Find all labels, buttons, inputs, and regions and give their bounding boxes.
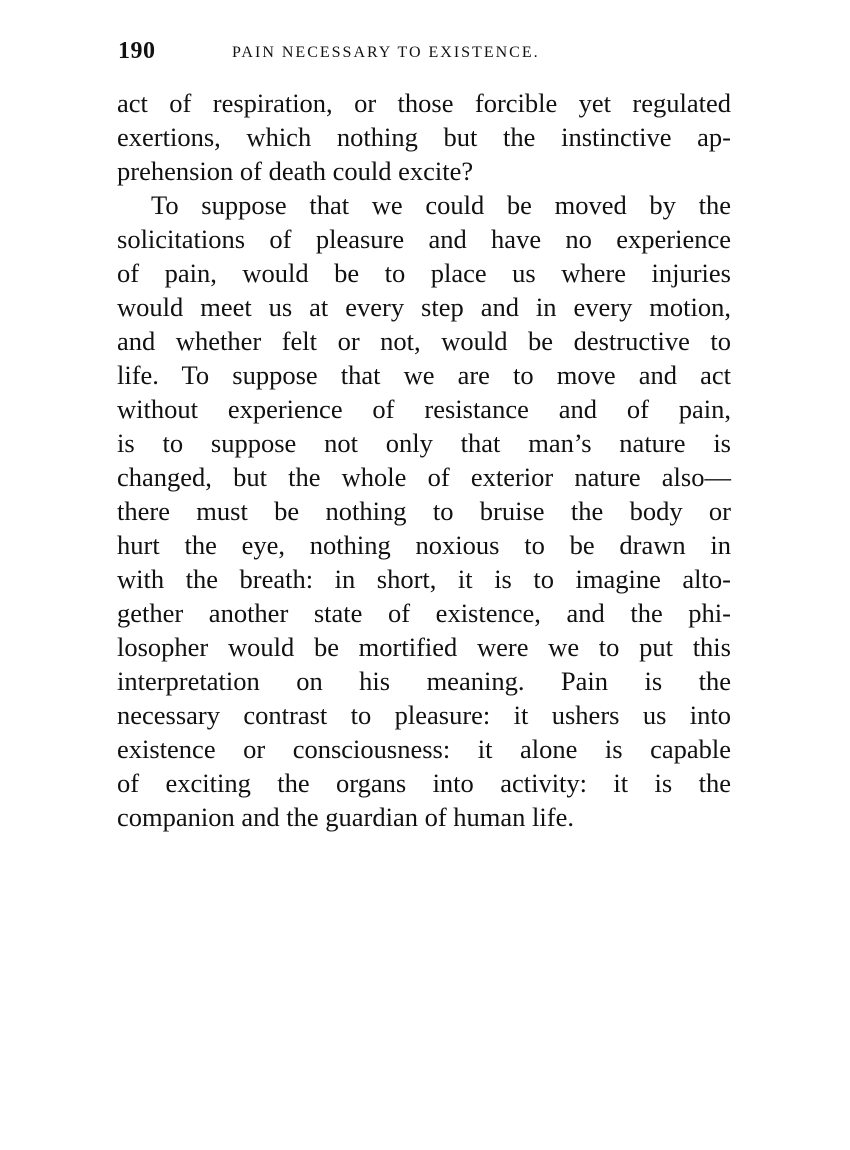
text-line: necessary contrast to pleasure: it ushers us into: [117, 700, 731, 730]
text-line: life. To suppose that we are to move and act: [117, 360, 731, 390]
text-line: changed, but the whole of exterior nature also—: [117, 462, 731, 492]
text-line: gether another state of existence, and the phi-: [117, 598, 731, 628]
page-number: 190: [118, 38, 156, 64]
text-line: act of respiration, or those forcible yet regulated: [117, 88, 731, 118]
text-line: companion and the guardian of human life.: [117, 802, 574, 832]
running-head: [118, 38, 728, 78]
text-line: existence or consciousness: it alone is capable: [117, 734, 731, 764]
text-line: hurt the eye, nothing noxious to be drawn in: [117, 530, 731, 560]
paragraph-first-line: To suppose that we could be moved by the: [151, 190, 731, 220]
text-line: with the breath: in short, it is to imagine alto-: [117, 564, 731, 594]
text-line: of exciting the organs into activity: it is the: [117, 768, 731, 798]
text-line: would meet us at every step and in every motion,: [117, 292, 731, 322]
text-line: without experience of resistance and of pain,: [117, 394, 731, 424]
text-line: losopher would be mortified were we to put this: [117, 632, 731, 662]
text-line: solicitations of pleasure and have no experience: [117, 224, 731, 254]
text-line: prehension of death could excite?: [117, 156, 474, 186]
text-line: is to suppose not only that man’s nature is: [117, 428, 731, 458]
text-line: exertions, which nothing but the instinctive ap-: [117, 122, 731, 152]
body-text: [117, 86, 731, 834]
running-title: PAIN NECESSARY TO EXISTENCE.: [232, 44, 540, 61]
text-line: and whether felt or not, would be destructive to: [117, 326, 731, 356]
text-line: of pain, would be to place us where injuries: [117, 258, 731, 288]
text-line: interpretation on his meaning. Pain is the: [117, 666, 731, 696]
text-line: there must be nothing to bruise the body or: [117, 496, 731, 526]
